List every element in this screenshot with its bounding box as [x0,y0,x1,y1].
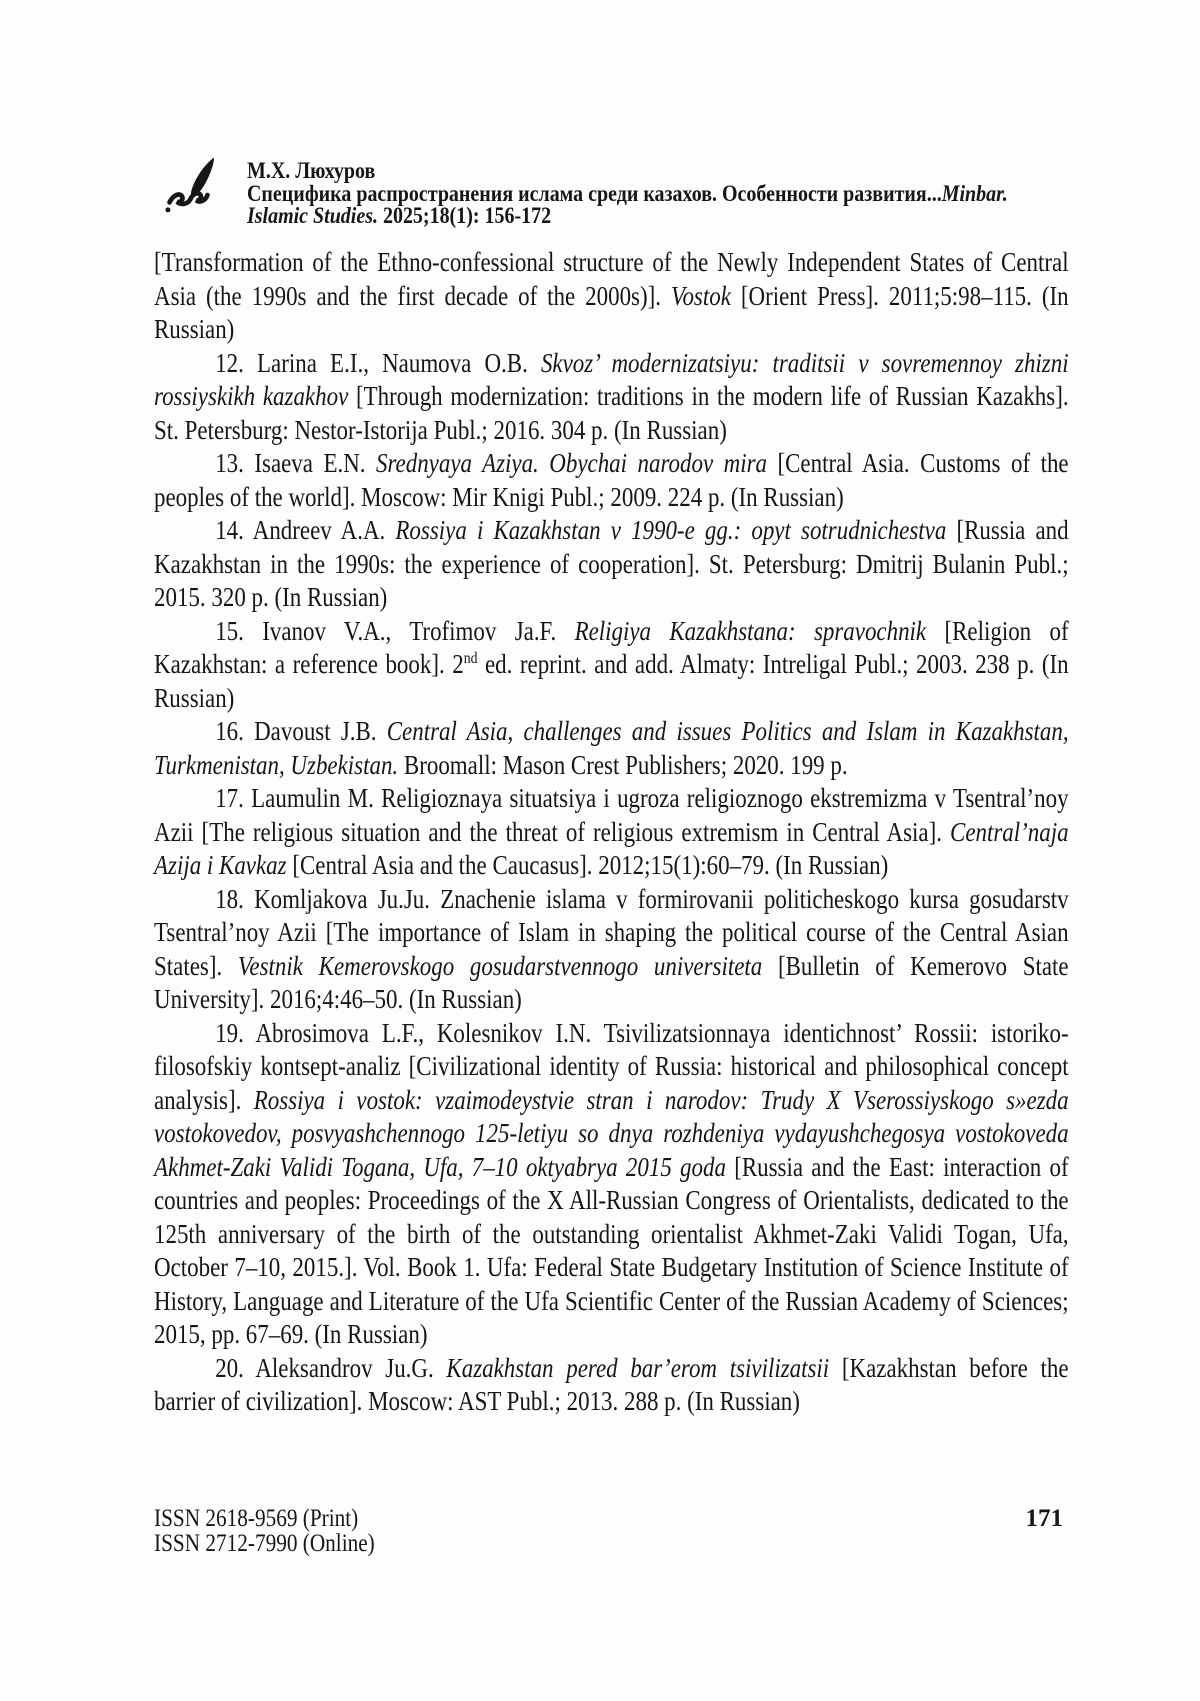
page-number: 171 [1025,1505,1063,1532]
reference-entry: 17. Laumulin M. Religioznaya situatsiya i ugroza religioznogo ekstremizma v Tsentral’noy Azii [The religious situation and the threat of religious extremism in Central Asia]. Central’naja Azija i Kavkaz [Central Asia and the Caucasus]. 2012;15(1):60–79. (In Russian) [154,783,1069,880]
reference-entry: 13. Isaeva E.N. Srednyaya Aziya. Obychai narodov mira [Central Asia. Customs of the peoples of the world]. Moscow: Mir Knigi Publ.; 2009. 224 p. (In Russian) [154,448,1069,512]
reference-entry: [Transformation of the Ethno-confessional structure of the Newly Independent States of Central Asia (the 1990s and the first decade of the 2000s)]. Vostok [Orient Press]. 2011;5:98–115. (In Russian) [154,247,1069,344]
issn-online: ISSN 2712-7990 (Online) [154,1530,375,1557]
header-author: М.Х. Люхуров [247,158,376,184]
header-journal-citation: Islamic Studies. 2025;18(1): 156-172 [247,203,552,229]
reference-entry: 16. Davoust J.B. Central Asia, challenges and issues Politics and Islam in Kazakhstan, Turkmenistan, Uzbekistan. Broomall: Mason Crest Publishers; 2020. 199 p. [154,716,1069,780]
reference-entry: 12. Larina E.I., Naumova O.B. Skvoz’ modernizatsiyu: traditsii v sovremennoy zhizni rossiyskikh kazakhov [Through modernization: traditions in the modern life of Russian Kazakhs]. St. Petersburg: Nestor-Istorija Publ.; 2016. 304 p. (In Russian) [154,347,1069,445]
reference-entry: 15. Ivanov V.A., Trofimov Ja.F. Religiya Kazakhstana: spravochnik [Religion of Kazakhstan: a reference book]. 2nd ed. reprint. and add. Almaty: Intreligal Publ.; 2003. 238 p. (In Russian) [154,615,1069,713]
running-header [247,160,1084,228]
minbar-calligraphy-logo-icon [163,157,227,213]
reference-entry: 18. Komljakova Ju.Ju. Znachenie islama v formirovanii politicheskogo kursa gosudarstv Tsentral’noy Azii [The importance of Islam in shaping the political course of the Central Asian States]. Vestnik Kemerovskogo gosudarstvennogo universiteta [Bulletin of Kemerovo State University]. 2016;4:46–50. (In Russian) [154,883,1069,1014]
reference-entry: 19. Abrosimova L.F., Kolesnikov I.N. Tsivilizatsionnaya identichnost’ Rossii: istoriko-filosofskiy kontsept-analiz [Civilizational identity of Russia: historical and philosophical concept analysis]. Rossiya i vostok: vzaimodeystvie stran i narodov: Trudy X Vserossiyskogo s»ezda vostokovedov, posvyashchennogo 125-letiyu so dnya rozhdeniya vydayushchegosya vostokoveda Akhmet-Zaki Validi Togana, Ufa, 7–10 oktyabrya 2015 goda [Russia and the East: interaction of countries and peoples: Proceedings of the X All-Russian Congress of Orientalists, dedicated to the 125th anniversary of the birth of the outstanding orientalist Akhmet-Zaki Validi Togan, Ufa, October 7–10, 2015.]. Vol. Book 1. Ufa: Federal State Budgetary Institution of Science Institute of History, Language and Literature of the Ufa Scientific Center of the Russian Academy of Sciences; 2015, pp. 67–69. (In Russian) [154,1017,1069,1349]
reference-entry: 20. Aleksandrov Ju.G. Kazakhstan pered bar’erom tsivilizatsii [Kazakhstan before the barrier of civilization]. Moscow: AST Publ.; 2013. 288 p. (In Russian) [154,1352,1069,1416]
reference-entry: 14. Andreev A.A. Rossiya i Kazakhstan v 1990-e gg.: opyt sotrudnichestva [Russia and Kazakhstan in the 1990s: the experience of cooperation]. St. Petersburg: Dmitrij Bulanin Publ.; 2015. 320 p. (In Russian) [154,515,1069,612]
issn-print: ISSN 2618-9569 (Print) [154,1505,359,1532]
footer-issn-block [154,1506,375,1556]
header-article-title: Специфика распространения ислама среди казахов. Особенности развития...Minbar. [247,180,1008,207]
references-list [154,246,1069,1419]
